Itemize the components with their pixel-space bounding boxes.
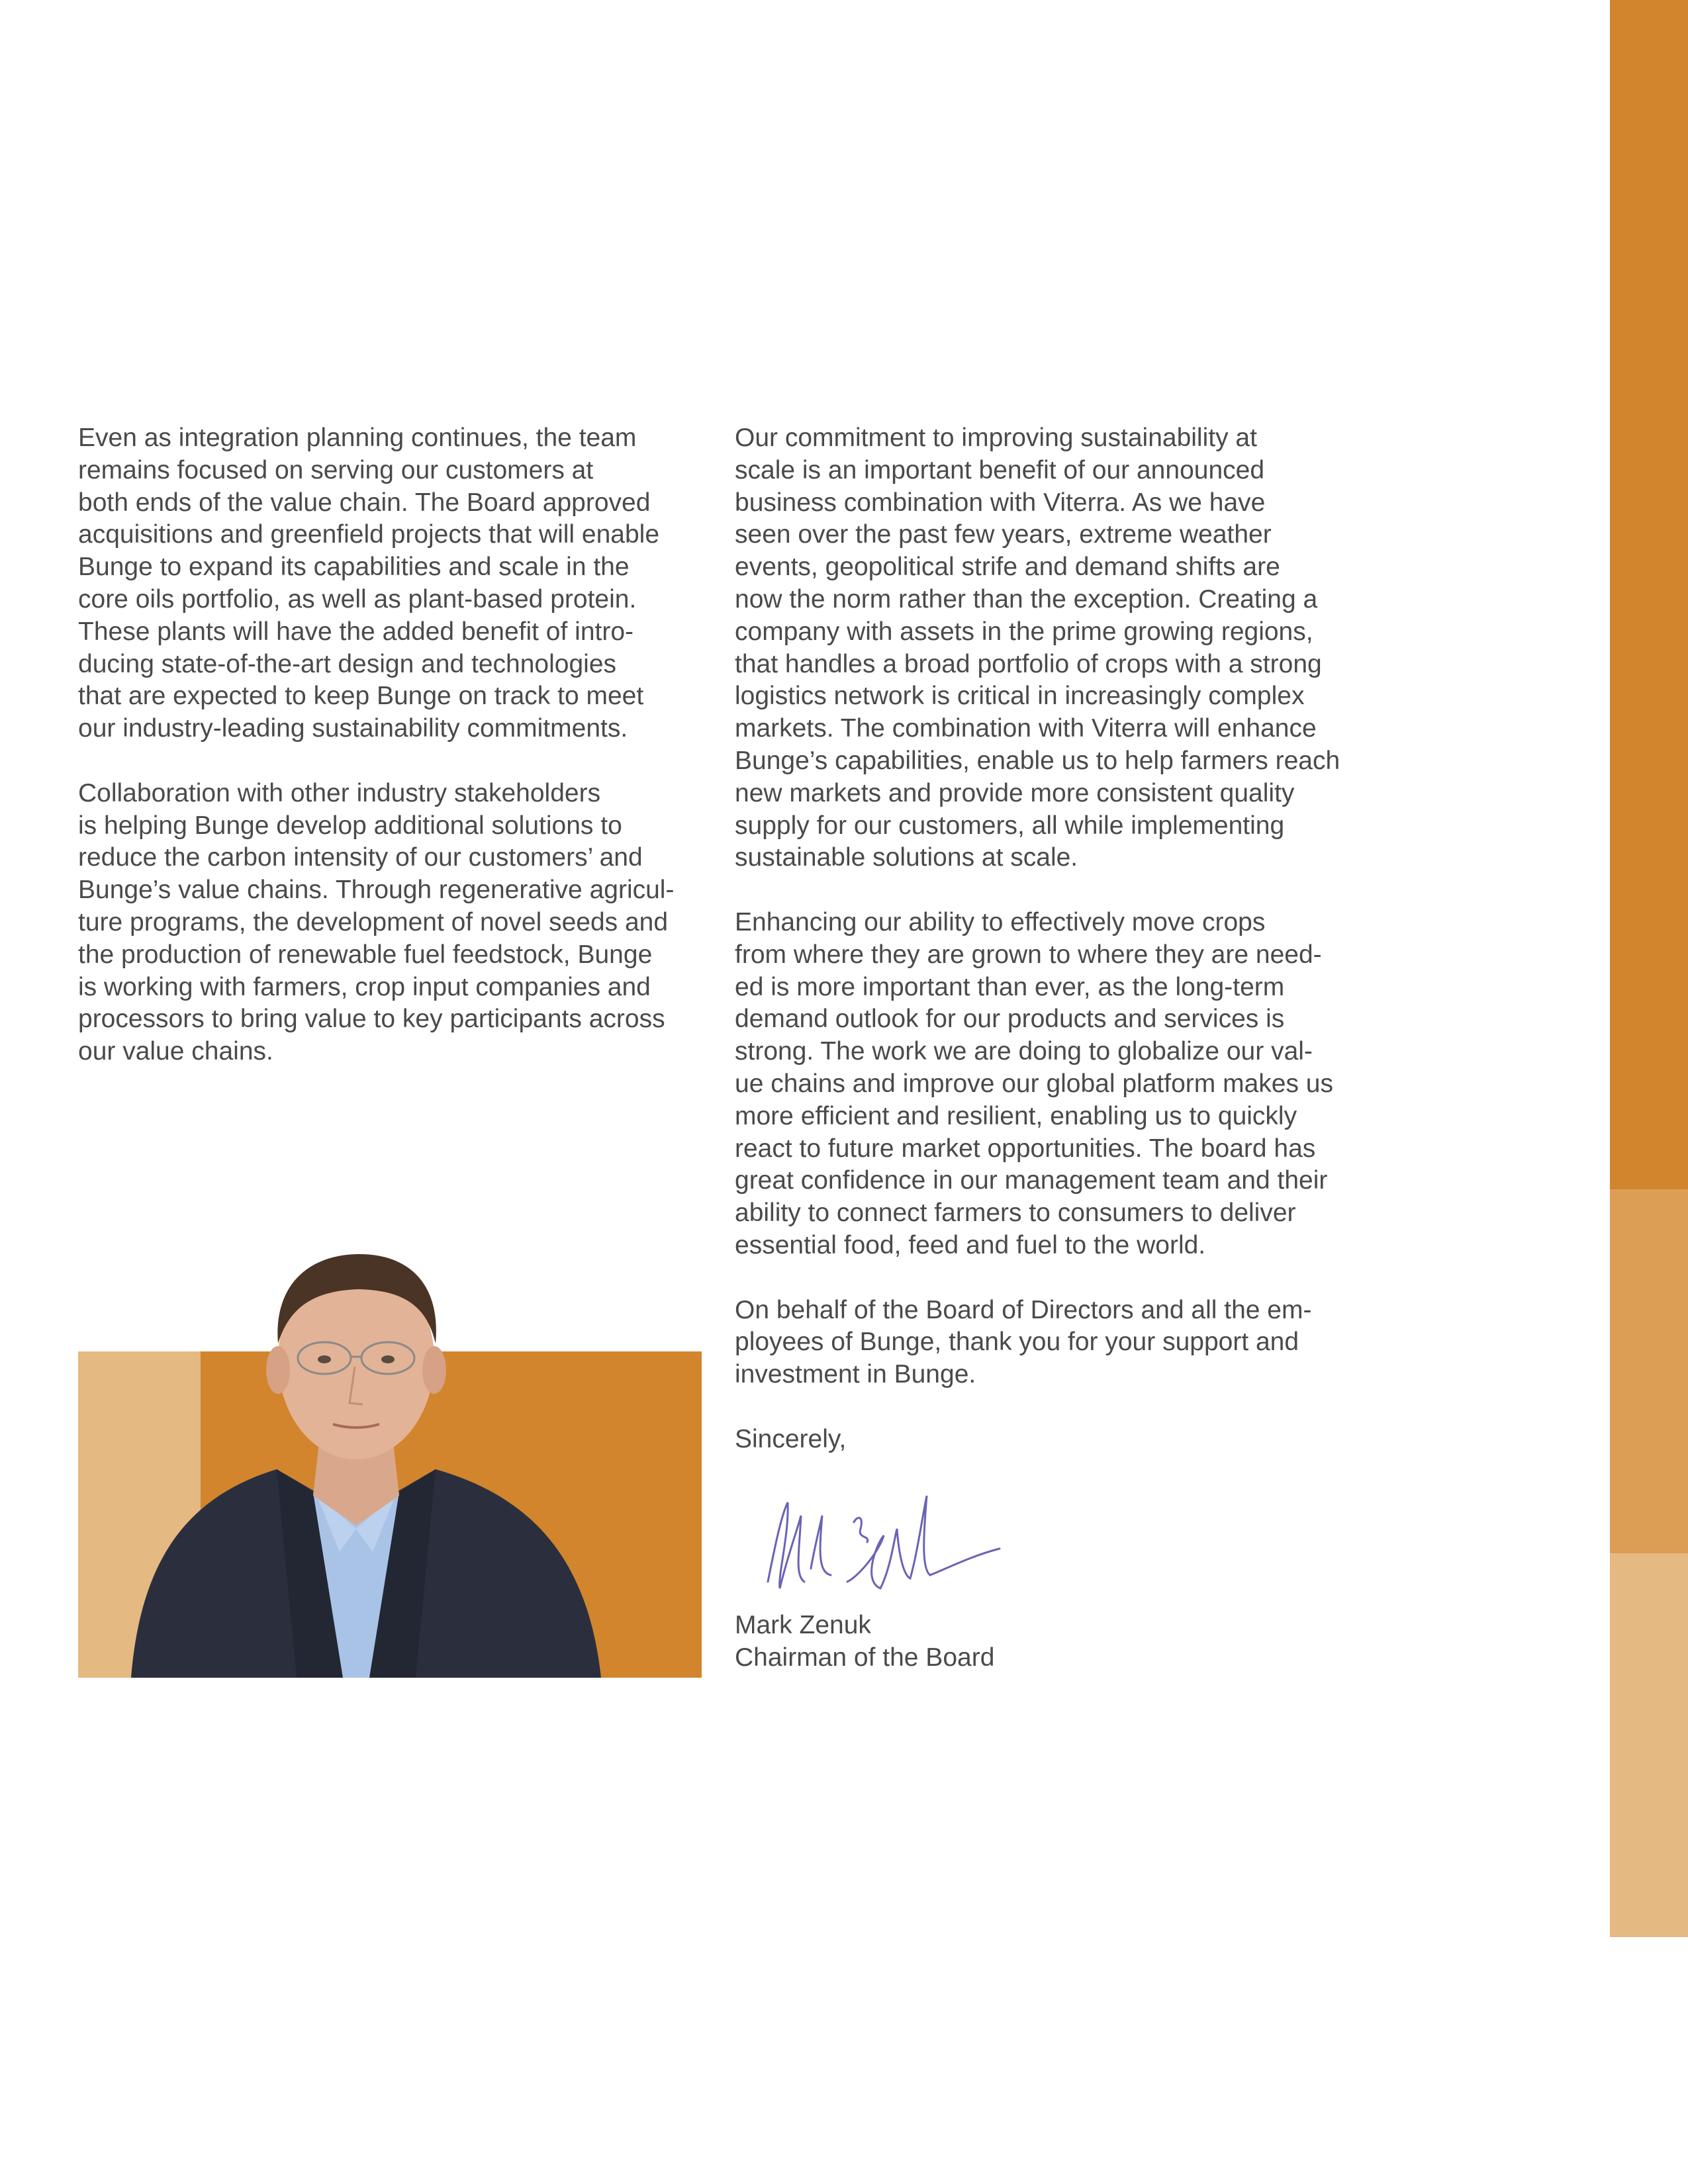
paragraph-sustainability: Our commitment to improving sustainability at scale is an important benefit of our announced business combination with Viterra. As we have seen over the past few years, extreme weather events, geopolitical strife and demand shifts are now the norm rather than the exception. Creating a company with assets in the prime growing regions, that handles a broad portfolio of crops with a strong logistics network is critical in increasingly complex markets. The combination with Viterra will enhance Bunge’s capabilities, enable us to help farmers reach new markets and provide more consistent quality supply for our customers, all while implementing sustainable solutions at scale.: [735, 424, 1340, 872]
paragraph-crops: Enhancing our ability to effectively move crops from where they are grown to where they are need- ed is more important than ever, as the long-term demand outlook for our products and services is strong. The work we are doing to globalize our val- ue chains and improve our global platform makes us more efficient and resilient, enabling us to quickly react to future market opportunities. The board has great confidence in our management team and their ability to connect farmers to consumers to deliver essential food, feed and fuel to the world.: [735, 907, 1333, 1259]
side-accent-bar-bottom: [1610, 1553, 1688, 1937]
side-accent-bar-middle: [1610, 1189, 1688, 1553]
salutation: Sincerely,: [735, 1424, 847, 1453]
paragraph-thanks: On behalf of the Board of Directors and all the em- ployees of Bunge, thank you for your support and investment in Bunge.: [735, 1295, 1312, 1389]
signatory-name: Mark Zenuk: [735, 1611, 871, 1639]
chairman-signature: [748, 1449, 1013, 1615]
right-text-column: [735, 422, 1370, 1488]
paragraph-integration: Even as integration planning continues, the team remains focused on serving our customers at both ends of the value chain. The Board approved acquisitions and greenfield projects that will enable Bunge to expand its capabilities and scale in the core oils portfolio, as well as plant-based protein. These plants will have the added benefit of intro- ducing state-of-the-art design and technologies that are expected to keep Bunge on track to meet our industry-leading sustainability commitments.: [78, 424, 660, 743]
side-accent-bar-top: [1610, 0, 1688, 1189]
chairman-portrait: [78, 1185, 702, 1678]
signatory-title: Chairman of the Board: [735, 1643, 995, 1672]
person-silhouette: [78, 1185, 702, 1678]
paragraph-collaboration: Collaboration with other industry stakeholders is helping Bunge develop additional solutions to reduce the carbon intensity of our customers’ and Bunge’s value chains. Through regenerative agricul- ture programs, the development of novel seeds and the production of renewable fuel feedstock, Bunge is working with farmers, crop input companies and processors to bring value to key participants across our value chains.: [78, 778, 675, 1066]
left-text-column: [78, 422, 707, 1101]
